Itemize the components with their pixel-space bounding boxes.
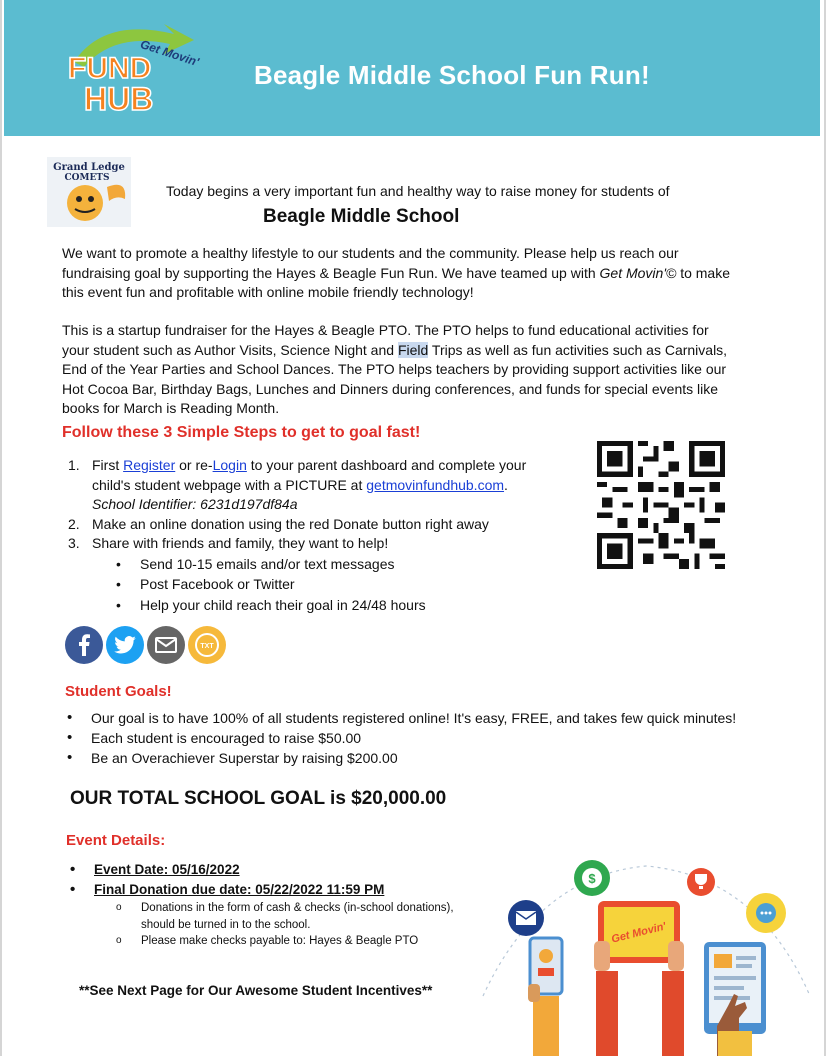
facebook-icon[interactable]: [65, 626, 103, 664]
intro-line: Today begins a very important fun and healthy way to raise money for students of: [166, 183, 670, 199]
event-list: [68, 860, 488, 950]
paragraph-pto: This is a startup fundraiser for the Hayes & Beagle PTO. The PTO helps to fund educational activities for your student such as Author Visits, Science Night and Field Trips as well as fun activities such as Carnivals, End of the Year Parties and School Dances. The PTO helps teachers by providing support activities like our Hot Cocoa Bar, Birthday Bags, Lunches and Dinners during conferences, and funds for special events like books for March is Reading Month.: [62, 322, 728, 416]
list-item: • Send 10-15 emails and/or text messages: [68, 554, 568, 575]
paragraph-mission: We want to promote a healthy lifestyle to our students and the community. Please help us reach our fundraising goal by supporting the Hayes & Beagle Fun Run. We have teamed up with Get Movin'© to make this event fun and profitable with online mobile friendly technology!: [62, 245, 731, 300]
login-link[interactable]: Login: [212, 457, 247, 473]
register-link[interactable]: Register: [123, 457, 176, 473]
svg-text:Get Movin': Get Movin': [610, 920, 668, 946]
event-date: • Event Date: 05/16/2022: [68, 860, 488, 880]
school-identifier: School Identifier: 6231d197df84a: [92, 496, 298, 513]
steps-heading: Follow these 3 Simple Steps to get to goal fast!: [62, 424, 421, 441]
goals-list: [65, 708, 805, 768]
header-banner: [4, 0, 820, 136]
list-item: • Help your child reach their goal in 24/48 hours: [68, 595, 568, 616]
svg-text:FUND: FUND: [68, 52, 152, 85]
svg-text:HUB: HUB: [84, 81, 154, 117]
steps-list: [68, 456, 568, 615]
email-icon[interactable]: [147, 626, 185, 664]
svg-text:COMETS: COMETS: [64, 173, 110, 183]
step-3: 3. Share with friends and family, they want to help!: [68, 535, 389, 552]
svg-text:Grand Ledge: Grand Ledge: [53, 162, 125, 173]
share-sublist: [68, 554, 568, 616]
list-item: • Be an Overachiever Superstar by raising $200.00: [65, 748, 805, 768]
twitter-icon[interactable]: [106, 626, 144, 664]
step-2: 2. Make an online donation using the red Donate button right away: [68, 515, 489, 532]
step-1: 1. First Register or re-Login to your parent dashboard and complete your child's student webpage with a PICTURE at getmovinfundhub.com. School Identifier: 6231d197df84a: [68, 457, 527, 513]
svg-text:Get Movin': Get Movin': [138, 37, 201, 70]
list-item: • Post Facebook or Twitter: [68, 574, 568, 595]
donation-due-date: • Final Donation due date: 05/22/2022 11:59 PM: [68, 880, 488, 900]
fundraising-illustration: [478, 856, 814, 1056]
footer-note: **See Next Page for Our Awesome Student Incentives**: [79, 983, 433, 998]
highlighted-word: Field: [397, 341, 429, 358]
brand-name: Get Movin'©: [599, 264, 677, 281]
comets-school-logo: [47, 157, 131, 227]
page-title: Beagle Middle School Fun Run!: [254, 60, 650, 90]
qr-code[interactable]: [597, 441, 725, 569]
fund-hub-logo: [64, 22, 214, 117]
svg-text:TXT: TXT: [200, 643, 214, 650]
list-item: o Donations in the form of cash & checks (in-school donations), should be turned in to the school.: [68, 900, 488, 933]
svg-text:$: $: [588, 871, 596, 886]
list-item: o Please make checks payable to: Hayes & Beagle PTO: [68, 933, 488, 950]
event-heading: Event Details:: [66, 832, 166, 849]
site-link[interactable]: getmovinfundhub.com: [366, 476, 505, 493]
total-goal: OUR TOTAL SCHOOL GOAL is $20,000.00: [70, 788, 447, 809]
list-item: • Each student is encouraged to raise $50.00: [65, 728, 805, 748]
school-name: Beagle Middle School: [263, 206, 460, 227]
list-item: • Our goal is to have 100% of all students registered online! It's easy, FREE, and takes few quick minutes!: [65, 708, 805, 728]
goals-heading: Student Goals!: [65, 683, 172, 700]
txt-icon[interactable]: [188, 626, 226, 664]
